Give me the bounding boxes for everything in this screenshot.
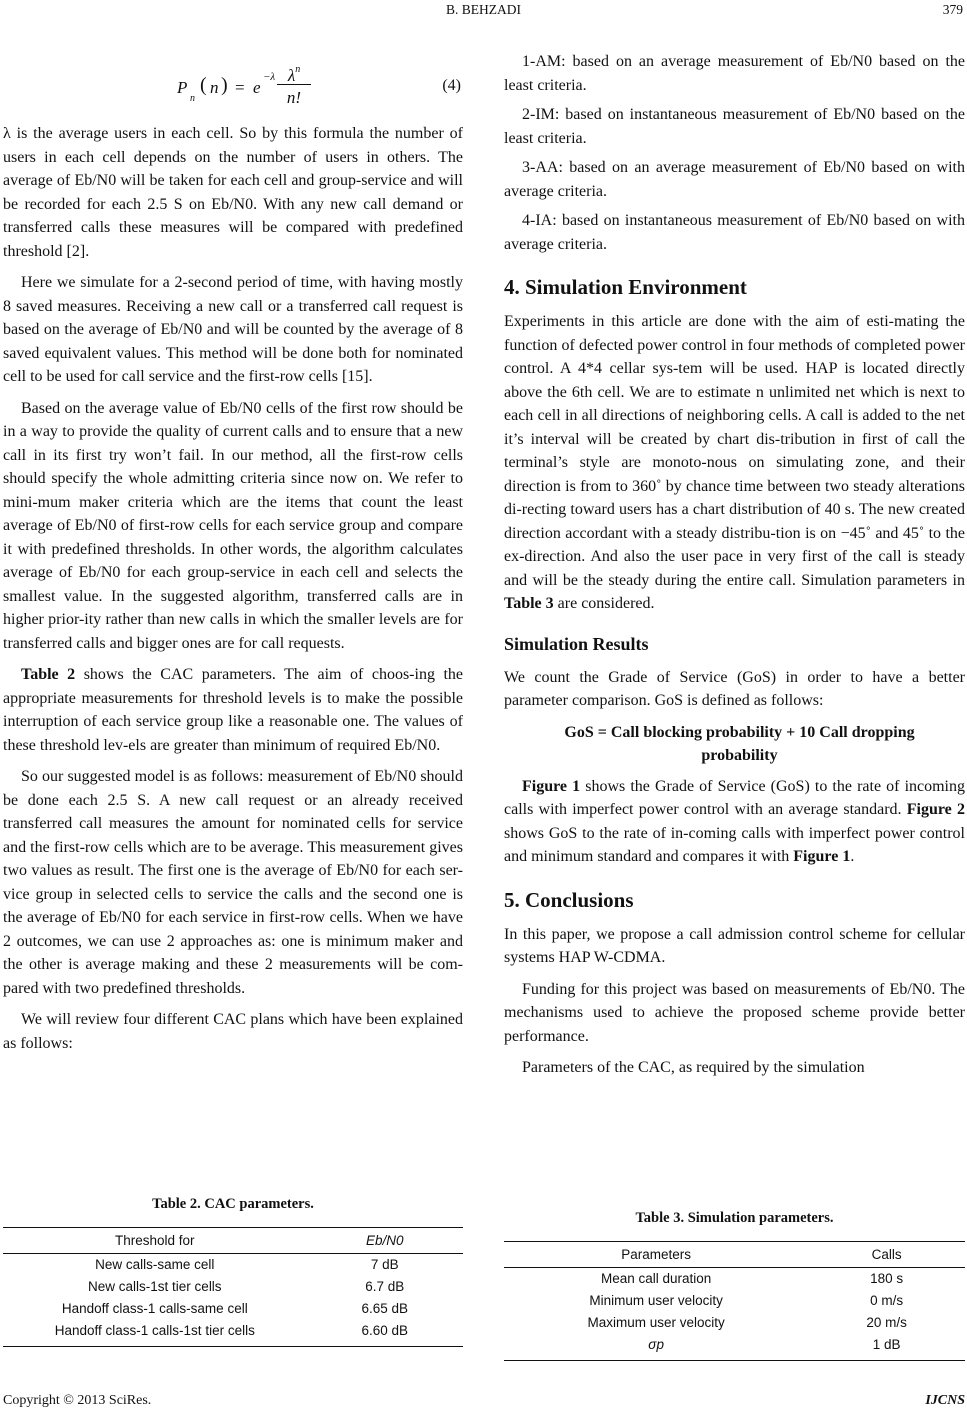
page-header — [0, 2, 967, 24]
eq-equals: = — [235, 78, 245, 97]
running-head-author: B. BEHZADI — [446, 2, 521, 17]
table-row — [3, 1320, 463, 1347]
table-reference[interactable]: Table 3 — [504, 595, 554, 612]
formula-line: probability — [701, 746, 778, 764]
eq-exponent: −λ — [263, 71, 276, 83]
paragraph: In this paper, we propose a call admission control scheme for cellular systems HAP W-CDMA. — [504, 925, 965, 966]
paragraph: λ is the average users in each cell. So by this formula the number of users in each cell depends on the number of users in others. The average of Eb/N0 will be taken for each cell and group-service and will be recorded for each 2.5 S on Eb/N0. With any new call demand or transferred calls these measures will be compared with predefined threshold [2]. — [3, 125, 463, 260]
table-reference[interactable]: Table 2 — [21, 666, 76, 683]
table-cell: Maximum user velocity — [587, 1315, 725, 1330]
equation-body — [173, 54, 323, 118]
eq-numerator — [277, 58, 311, 85]
gos-formula — [504, 721, 965, 767]
journal-name: IJCNS — [925, 1393, 965, 1408]
table-row — [504, 1268, 965, 1291]
table-2 — [3, 1196, 463, 1347]
section-heading: 4. Simulation Environment — [504, 275, 747, 299]
paragraph — [504, 775, 965, 869]
figure-reference[interactable]: Figure 2 — [906, 801, 965, 818]
paragraph: We count the Grade of Service (GoS) in order to have a better parameter comparison. GoS is defined as follows: — [504, 668, 965, 709]
paragraph-text: shows the CAC parameters. The aim of choos-ing the appropriate measurements for threshold levels is to make the possible interruption of each service group like a reasonable one. The values of these threshold lev-els are greater than minimum of required Eb/N0. — [3, 666, 463, 754]
table-header-row — [504, 1242, 965, 1268]
table-cell: 7 dB — [370, 1257, 399, 1272]
eq-e: e — [253, 78, 261, 97]
figure-reference[interactable]: Figure 1 — [793, 848, 851, 865]
table-cell: 0 m/s — [870, 1293, 904, 1308]
table-cell: Handoff class-1 calls-1st tier cells — [3, 1320, 307, 1347]
list-item: 2-IM: based on instantaneous measurement of Eb/N0 based on the least criteria. — [504, 106, 965, 147]
column-header: Parameters — [504, 1242, 808, 1268]
table-header-row — [3, 1228, 463, 1254]
table-row — [3, 1276, 463, 1298]
eq-lambda: λ — [287, 66, 296, 85]
table-cell: New calls-same cell — [95, 1257, 215, 1272]
paragraph-text: shows GoS to the rate of in-coming calls with imperfect power control and minimum standard and compares it with — [504, 824, 965, 865]
right-column — [504, 50, 965, 1088]
table-row — [504, 1334, 965, 1361]
table-row — [504, 1290, 965, 1312]
cac-parameters-table — [3, 1227, 463, 1347]
figure-reference[interactable]: Figure 1 — [522, 777, 581, 795]
subsection-heading: Simulation Results — [504, 633, 649, 654]
table-cell: Minimum user velocity — [589, 1293, 723, 1308]
paragraph-text: are considered. — [553, 595, 655, 612]
eq-close-paren: ) — [221, 74, 228, 96]
list-item: 1-AM: based on an average measurement of Eb/N0 based on the least criteria. — [504, 53, 965, 94]
table-row — [504, 1312, 965, 1334]
column-header: Eb/N0 — [307, 1228, 463, 1254]
simulation-parameters-table — [504, 1241, 965, 1361]
eq-fraction — [277, 58, 311, 108]
paragraph: Based on the average value of Eb/N0 cells of the first row should be in a way to provide the quality of current calls and to ensure that a new call in its first try won’t fail. In our method, all the first-row cells should specify the whole admitting criteria since now on. We refer to mini-mum maker criteria which are the items that count the least average of Eb/N0 of first-row cells for each service group and compare it with predefined thresholds. In other words, the algorithm calculates average of Eb/N0 for each group-service in each cell and selects the smallest value. In the suggested algorithm, transferred calls are in higher prior-ity rather than new calls in which the smaller levels are for transferred calls and bigger ones are for call requests. — [3, 399, 463, 652]
paragraph-text: Experiments in this article are done with the aim of esti-mating the function of defected power control in four methods of completed power control. A 4*4 cellar sys-tem will be used. HAP is located directly above the 6th cell. We are to estimate n unlimited net which is next to each cell in all directions of neighboring cells. A call is added to the net it’s interval will be created by chart dis-tribution in first of call the terminal’s style are monoto-nous on simulating zone, and their direction is from to 360˚ by chance time between two steady alterations di-recting toward users has a chart distribution of 40 s. The new created direction accordant with a steady distribu-tion is on −45˚ and 45˚ to the ex-direction. And also the user pace in very first of the call is steady and will be the steady during the entire call. Simulation parameters in — [504, 313, 965, 589]
table-cell: 6.7 dB — [365, 1279, 405, 1294]
eq-denominator: n! — [286, 88, 302, 107]
copyright-notice: Copyright © 2013 SciRes. — [3, 1393, 152, 1408]
list-item: 4-IA: based on instantaneous measurement of Eb/N0 based on with average criteria. — [504, 212, 965, 253]
table-cell: Handoff class-1 calls-same cell — [61, 1301, 248, 1316]
paragraph — [3, 663, 463, 757]
table-cell: Mean call duration — [600, 1271, 712, 1286]
eq-open-paren: ( — [200, 74, 207, 96]
formula-line: GoS = Call blocking probability + 10 Call dropping — [564, 723, 915, 741]
table-cell: 6.65 dB — [361, 1301, 409, 1316]
paragraph-text: . — [850, 848, 855, 865]
paragraph — [504, 310, 965, 616]
table-cell: 180 s — [870, 1271, 904, 1286]
table-cell: New calls-1st tier cells — [88, 1279, 222, 1294]
eq-power: n — [295, 64, 301, 75]
table-cell: 6.60 dB — [307, 1320, 463, 1347]
equation-4 — [3, 50, 463, 122]
left-column — [3, 50, 463, 1063]
paragraph: We will review four different CAC plans which have been explained as follows: — [3, 1011, 463, 1052]
table-row — [3, 1254, 463, 1277]
table-cell: 20 m/s — [866, 1315, 907, 1330]
table-row — [3, 1298, 463, 1320]
table-caption: Table 3. Simulation parameters. — [635, 1210, 834, 1226]
paragraph: So our suggested model is as follows: measurement of Eb/N0 should be done each 2.5 S. A new call request or an already received transferred call measures the amount for nominated cells for service and the first-row cells which are to be average. This measurement gives two values as result. The first one is the average of Eb/N0 for each ser-vice group in selected cells to service the calls and the second one is the average of Eb/N0 for each service in first-row cells. When we have 2 outcomes, we can use 2 approaches as: one is minimum maker and the other is average making and these 2 measurements will be com-pared with two predefined thresholds. — [3, 768, 463, 997]
eq-argument: n — [210, 78, 219, 97]
equation-label: (4) — [442, 77, 461, 94]
table-cell: σp — [504, 1334, 808, 1361]
paragraph: Here we simulate for a 2-second period of time, with having mostly 8 saved measures. Receiving a new call or a transferred call request is based on the average of Eb/N0 and will be counted by the average of 8 saved equivalent values. This method will be done both for nominated cell to be used for call service and the first-row cells [15]. — [3, 274, 463, 385]
paragraph-text: shows the Grade of Service (GoS) to the rate of incoming calls with imperfect power control with an average standard. — [504, 777, 966, 818]
column-header: Threshold for — [3, 1228, 307, 1254]
column-header: Calls — [808, 1242, 965, 1268]
eq-symbol-p: P — [177, 78, 188, 97]
table-3 — [504, 1210, 965, 1361]
paragraph: Parameters of the CAC, as required by the simulation — [522, 1059, 865, 1076]
table-cell: 1 dB — [808, 1334, 965, 1361]
table-caption: Table 2. CAC parameters. — [152, 1196, 314, 1212]
list-item: 3-AA: based on an average measurement of Eb/N0 based on with average criteria. — [504, 159, 965, 200]
eq-subscript: n — [190, 93, 195, 104]
section-heading: 5. Conclusions — [504, 887, 634, 912]
page-number: 379 — [942, 2, 963, 17]
paragraph: Funding for this project was based on measurements of Eb/N0. The mechanisms used to achieve the proposed scheme provide better performance. — [504, 980, 965, 1045]
